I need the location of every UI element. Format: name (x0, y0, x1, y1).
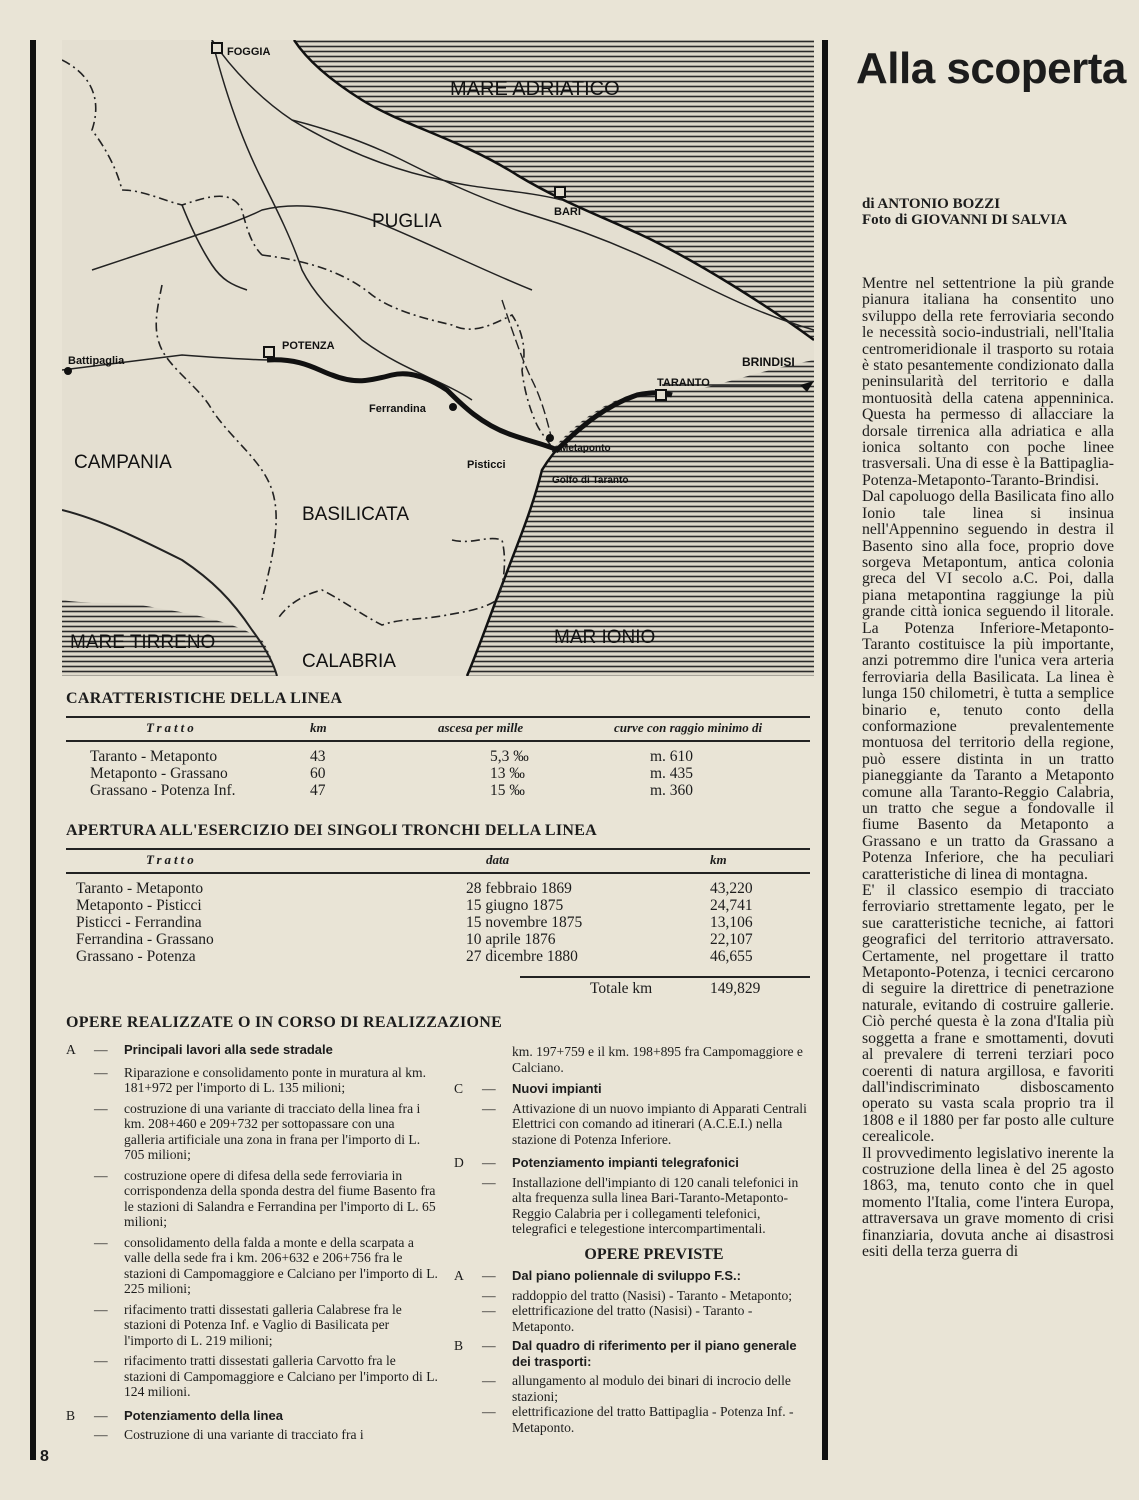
label-pisticci: Pisticci (467, 459, 506, 471)
table-row: Grassano - Potenza 27 dicembre 1880 46,655 (76, 948, 753, 965)
header-km: km (310, 717, 438, 741)
opere-a-heading: A — Principali lavori alla sede stradale (66, 1042, 333, 1057)
header-ascesa: ascesa per mille (438, 717, 614, 741)
list-item: — consolidamento della falda a monte e della scarpata a valle della sede fra i km. 206+632 e 206+756 fra le stazioni di Campomaggiore e Calciano per l'importo di L. 225 milioni; (94, 1234, 438, 1296)
label-basilicata: BASILICATA (302, 504, 409, 525)
label-mare-adriatico: MARE ADRIATICO (450, 78, 620, 100)
previste-a-heading: A — Dal piano poliennale di sviluppo F.S.: (454, 1268, 741, 1283)
previste-b-heading: B — Dal quadro di riferimento per il piano generale dei trasporti: (454, 1338, 797, 1369)
opere-right-column (454, 1044, 814, 1435)
list-item: — elettrificazione del tratto (Nasisi) - Taranto - Metaponto. (482, 1303, 753, 1334)
total-label: Totale km (590, 980, 653, 997)
headline: Alla scoperta (856, 44, 1126, 93)
list-item: — Costruzione di una variante di tracciato fra i (94, 1427, 364, 1442)
ferrandina-marker (449, 403, 457, 411)
label-potenza: POTENZA (282, 340, 335, 352)
label-brindisi: BRINDISI (742, 355, 795, 369)
previste-title: OPERE PREVISTE (584, 1245, 724, 1263)
article-paragraph: E' il classico esempio di tracciato ferroviario strettamente legato, per le sue caratteristiche tecniche, ai fattori geografici del territorio attraversato. Certamente, nel progettare il tratto Metaponto-Potenza, i tecnici cercarono di seguire la direttrice di penetrazione naturale, evitando di costruire gallerie. Ciò perché questa è la zona d'Italia più soggetta a frane e smottamenti, dovuti al prevalere di terreni terziari poco coerenti di natura argillosa, e favoriti dall'indiscriminato disboscamento operato su vasta scala proprio tra il 1808 e il 1880 per far posto alle culture cerealicole. (862, 882, 1114, 1146)
header-tratto: Tratto (66, 717, 310, 741)
opere-b-heading: B — Potenziamento della linea (66, 1407, 283, 1423)
byline-photo: Foto di GIOVANNI DI SALVIA (862, 212, 1068, 228)
left-border-rule (30, 40, 36, 1460)
total-rule (520, 976, 810, 978)
taranto-marker (656, 390, 666, 400)
caratteristiche-table (66, 716, 810, 799)
opere-c-heading: C — Nuovi impianti (454, 1081, 602, 1096)
list-item: — Installazione dell'impianto di 120 canali telefonici in alta frequenza sulla linea Bari-Taranto-Metaponto-Reggio Calabria per i collegamenti telefonici, telegrafici e telegestione intercompartimentali. (482, 1174, 799, 1236)
apertura-table (66, 848, 810, 965)
label-battipaglia: Battipaglia (68, 355, 125, 367)
list-item: — rifacimento tratti dissestati galleria Calabrese fra le stazioni di Potenza Inf. e Vaglio di Basilicata per l'importo di L. 219 milioni; (94, 1301, 402, 1348)
table-row: Metaponto - Pisticci 15 giugno 1875 24,741 (76, 897, 753, 914)
caratteristiche-header-row (66, 717, 810, 741)
article-body (862, 276, 1114, 1260)
list-item: — Attivazione di un nuovo impianto di Apparati Centrali Elettrici con comando ad itinerari (A.C.E.I.) nella stazione di Potenza Inferiore. (482, 1100, 807, 1147)
label-golfo-taranto: Golfo di Taranto (552, 475, 629, 486)
label-bari: BARI (554, 206, 581, 218)
header-tratto: Tratto (66, 849, 466, 873)
byline-author: di ANTONIO BOZZI (862, 196, 1001, 212)
table-row: Ferrandina - Grassano 10 aprile 1876 22,107 (76, 931, 753, 948)
list-item: — raddoppio del tratto (Nasisi) - Taranto - Metaponto; (482, 1287, 793, 1303)
metaponto-marker (546, 434, 554, 442)
article-paragraph: Mentre nel settentrione la più grande pianura italiana ha consentito uno sviluppo della rete ferroviaria secondo le necessità socio-industriali, nell'Italia centromeridionale il trasporto su rotaia è stato pesantemente condizionato dalla peninsularità del territorio e dalla montuosità della catena appenninica. Questa ha permesso di allacciare la dorsale tirrenica alla adriatica e alla ionica soltanto con poche linee trasversali. Una di esse è la Battipaglia-Potenza-Metaponto-Taranto-Brindisi. Dal capoluogo della Basilicata fino allo Ionio tale linea si insinua nell'Appennino seguendo in destra il Basento sino alla foce, proprio dove sorgeva Metapontum, antica colonia greca del VI secolo a.C. Poi, dalla piana metapontina raggiunge la più grande città ionica seguendo il litorale. La Potenza Inferiore-Metaponto-Taranto costituisce la più importante, anzi potremmo dire l'unica vera arteria ferroviaria della Basilicata. La linea è lunga 150 chilometri, è tutta a semplice binario e, tenuto conto della conformazione prevalentemente montuosa del territorio della regione, può essere distinta in un tratto pianeggiante da Taranto a Metaponto comune alla Taranto-Reggio Calabria, un tratto che segue a fondovalle il fiume Basento da Metaponto a Grassano e un tratto da Grassano a Potenza Inferiore, che ha peculiari caratteristiche di linea di montagna. (862, 275, 1114, 883)
railway-map (62, 40, 814, 676)
caratteristiche-title: CARATTERISTICHE DELLA LINEA (66, 690, 343, 707)
table-row: Pisticci - Ferrandina 15 novembre 1875 13,106 (76, 914, 753, 931)
list-item: — costruzione di una variante di tracciato della linea fra i km. 208+460 e 209+732 per sottopassare con una galleria artificiale una zona in frana per l'importo di L. 705 milioni; (94, 1100, 421, 1162)
opere-left-column (66, 1042, 438, 1443)
header-km: km (710, 849, 810, 873)
table-row: Grassano - Potenza Inf. 47 15 ‰ m. 360 (90, 782, 694, 799)
label-mare-tirreno: MARE TIRRENO (70, 632, 216, 653)
label-campania: CAMPANIA (74, 452, 172, 473)
label-mar-ionio: MAR IONIO (554, 627, 656, 648)
potenza-marker (264, 347, 274, 357)
apertura-header-row (66, 849, 810, 873)
label-calabria: CALABRIA (302, 651, 396, 672)
list-item-continuation: km. 197+759 e il km. 198+895 fra Campomaggiore e Calciano. (512, 1044, 803, 1075)
page-number: 8 (40, 1448, 49, 1465)
list-item: — costruzione opere di difesa della sede ferroviaria in corrispondenza della sponda destra del fiume Basento fra le stazioni di Salandra e Ferrandina per l'importo di L. 65 milioni; (94, 1167, 436, 1229)
list-item: — elettrificazione del tratto Battipaglia - Potenza Inf. - Metaponto. (482, 1404, 794, 1435)
label-puglia: PUGLIA (372, 211, 442, 232)
table-row: Metaponto - Grassano 60 13 ‰ m. 435 (90, 765, 694, 782)
list-item: — rifacimento tratti dissestati galleria Carvotto fra le stazioni di Campomaggiore e Calciano per l'importo di L. 124 milioni. (94, 1353, 438, 1399)
label-taranto: TARANTO (657, 377, 710, 389)
opere-title: OPERE REALIZZATE O IN CORSO DI REALIZZAZIONE (66, 1014, 503, 1031)
table-row: Taranto - Metaponto 28 febbraio 1869 43,220 (76, 880, 753, 897)
header-curve: curve con raggio minimo di (614, 717, 810, 741)
opere-d-heading: D — Potenziamento impianti telegrafonici (454, 1155, 739, 1170)
header-data: data (466, 849, 710, 873)
bari-marker (555, 187, 565, 197)
column-divider-rule (822, 40, 828, 1460)
table-row: Taranto - Metaponto 43 5,3 ‰ m. 610 (90, 748, 694, 765)
label-metaponto: Metaponto (560, 443, 611, 454)
apertura-title: APERTURA ALL'ESERCIZIO DEI SINGOLI TRONCHI DELLA LINEA (66, 822, 598, 839)
battipaglia-marker (64, 367, 72, 375)
total-value: 149,829 (710, 980, 761, 997)
list-item: — allungamento al modulo dei binari di incrocio delle stazioni; (482, 1373, 791, 1404)
article-paragraph: Il provvedimento legislativo inerente la costruzione della linea è del 25 agosto 1863, ma, tenuto conto che in quel momento l'Italia, come l'intera Europa, attraversava un grave momento di crisi finanziaria, dovuta anche ai disastrosi esiti della terza guerra di (862, 1144, 1114, 1260)
label-foggia: FOGGIA (227, 46, 271, 58)
label-ferrandina: Ferrandina (369, 403, 426, 415)
list-item: — Riparazione e consolidamento ponte in muratura al km. 181+972 per l'importo di L. 135 milioni; (94, 1064, 426, 1095)
foggia-marker (212, 43, 222, 53)
byline (862, 196, 1067, 228)
